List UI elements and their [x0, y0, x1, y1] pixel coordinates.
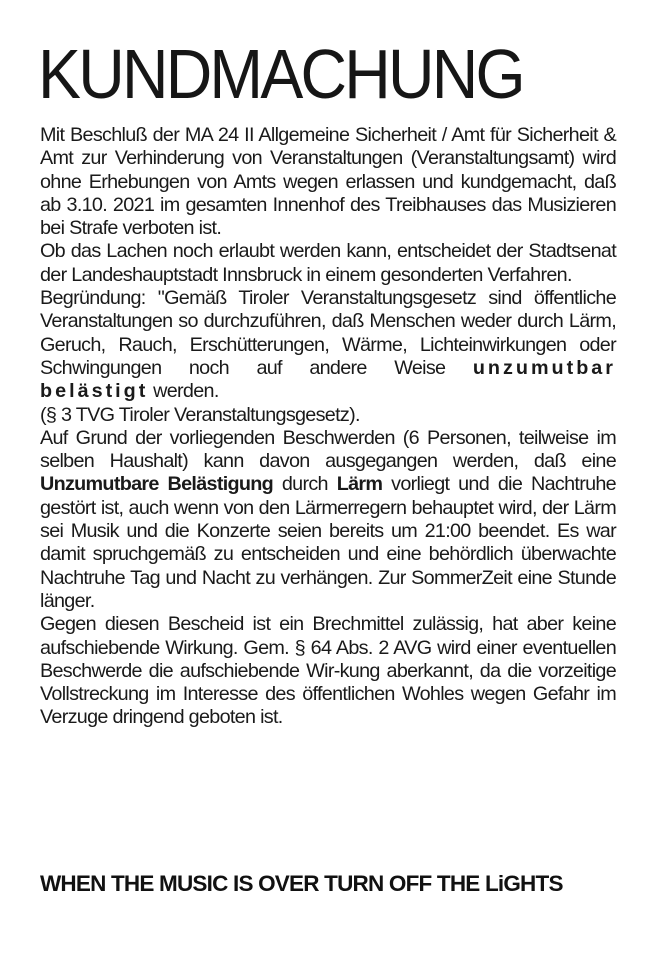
complaints-text-mid: durch — [273, 473, 337, 496]
page-title: KUNDMACHUNG — [38, 35, 523, 113]
emphasis-unzumutbar-belaestigt: unzumutbar belästigt — [40, 356, 616, 403]
paragraph-law-reference: (§ 3 TVG Tiroler Veranstaltungsgesetz). — [40, 403, 360, 426]
paragraph-laughing: Ob das Lachen noch erlaubt werden kann, entscheidet der Stadtsenat der Landeshauptstadt Innsbruck in einem gesonderten Verfahren. — [40, 240, 616, 286]
paragraph-complaints — [40, 427, 616, 613]
notice-body — [40, 124, 616, 730]
paragraph-reasoning — [40, 287, 616, 403]
reasoning-text-start: Begründung: "Gemäß Tiroler Veranstaltungsgesetz sind öffentliche Veranstaltungen so durchzuführen, daß Menschen weder durch Lärm, Geruch, Rauch, Erschütterungen, Wärme, Lichteinwirkungen oder Schwingungen noch auf andere Weise — [40, 287, 616, 379]
complaints-text-end: vorliegt und die Nachtruhe gestört ist, auch wenn von den Lärmerregern behauptet wird, der Lärm sei Musik und die Konzerte seien bereits um 21:00 beendet. Es war damit spruchgemäß zu entscheiden und eine behördlich überwachte Nachtruhe Tag und Nacht zu verhängen. Zur SommerZeit eine Stunde länger. — [40, 473, 616, 612]
reasoning-text-end: werden. — [148, 380, 219, 403]
emphasis-laerm: Lärm — [336, 473, 383, 496]
complaints-text-start: Auf Grund der vorliegenden Beschwerden (6 Personen, teilweise im selben Haushalt) kann davon ausgegangen werden, daß eine — [40, 426, 616, 473]
footer-slogan: WHEN THE MUSIC IS OVER TURN OFF THE LiGHTS — [40, 871, 563, 896]
paragraph-appeal: Gegen diesen Bescheid ist ein Brechmittel zulässig, hat aber keine aufschiebende Wirkung. Gem. § 64 Abs. 2 AVG wird einer eventuellen Beschwerde die aufschiebende Wir-kung aberkannt, da die vorzeitige Vollstreckung im Interesse des öffentlichen Wohles wegen Gefahr im Verzuge dringend geboten ist. — [40, 613, 616, 729]
paragraph-decision: Mit Beschluß der MA 24 II Allgemeine Sicherheit / Amt für Sicherheit & Amt zur Verhinderung von Veranstaltungen (Veranstaltungsamt) wird ohne Erhebungen von Amts wegen erlassen und kundgemacht, daß ab 3.10. 2021 im gesamten Innenhof des Treibhauses das Musizieren bei Strafe verboten ist. — [40, 124, 616, 240]
emphasis-unzumutbare-belaestigung: Unzumutbare Belästigung — [40, 473, 274, 496]
